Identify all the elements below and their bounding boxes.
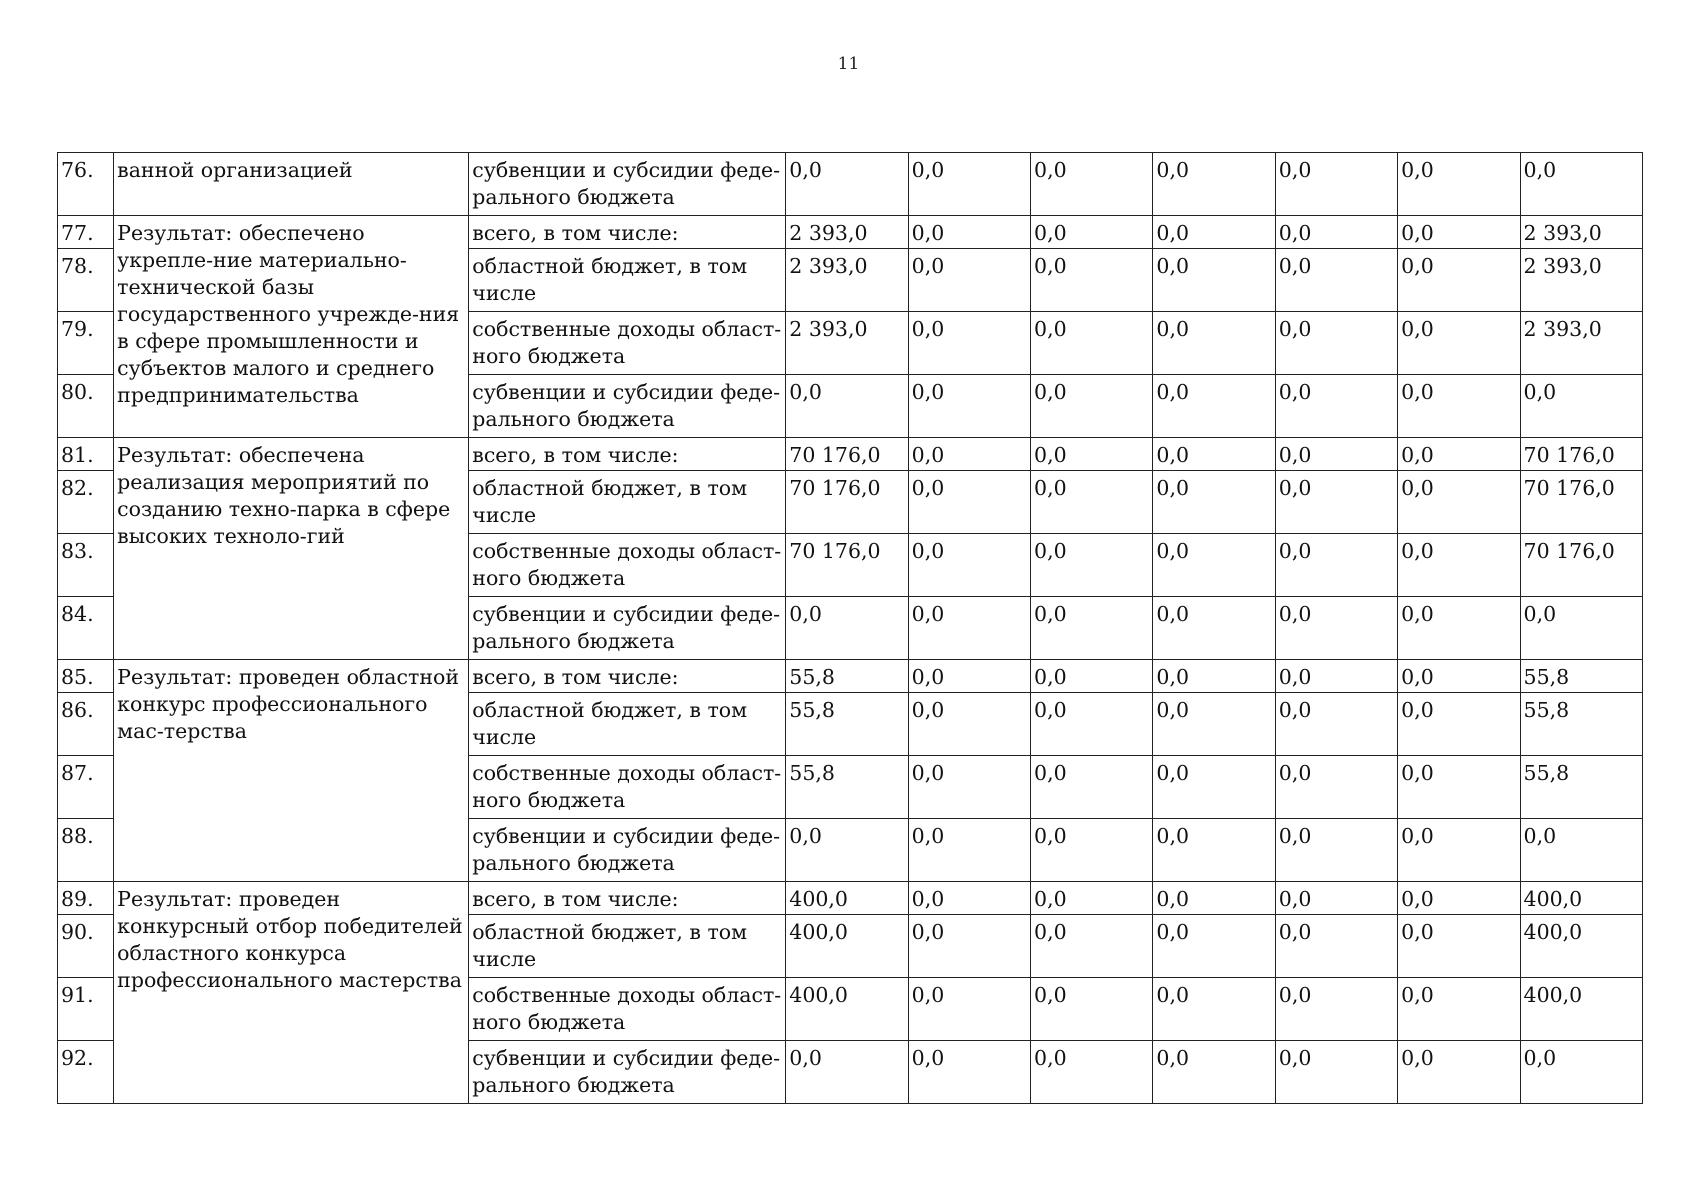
page-number: 11 [837, 54, 860, 74]
amount-cell: 0,0 [1275, 1041, 1397, 1104]
amount-cell: 0,0 [1153, 597, 1275, 660]
amount-cell: 0,0 [1398, 438, 1520, 471]
amount-cell: 0,0 [908, 375, 1030, 438]
amount-cell: 0,0 [1031, 1041, 1153, 1104]
amount-cell: 0,0 [1398, 819, 1520, 882]
amount-cell: 0,0 [908, 756, 1030, 819]
amount-cell: 0,0 [1520, 1041, 1642, 1104]
table-row [58, 660, 1643, 693]
amount-cell: 0,0 [1031, 978, 1153, 1041]
amount-cell: 0,0 [1153, 216, 1275, 249]
amount-cell: 0,0 [1520, 375, 1642, 438]
amount-cell: 0,0 [908, 471, 1030, 534]
amount-cell: 0,0 [1153, 249, 1275, 312]
amount-cell: 0,0 [1398, 660, 1520, 693]
amount-cell: 0,0 [1398, 216, 1520, 249]
amount-cell: 0,0 [908, 660, 1030, 693]
amount-cell: 0,0 [1031, 249, 1153, 312]
amount-cell: 400,0 [786, 915, 908, 978]
amount-cell: 70 176,0 [1520, 438, 1642, 471]
amount-cell: 0,0 [786, 375, 908, 438]
amount-cell: 0,0 [1153, 819, 1275, 882]
result-description: Результат: проведен областной конкурс профессионального мас-терства [114, 660, 469, 882]
funding-source: собственные доходы област-ного бюджета [469, 756, 786, 819]
amount-cell: 0,0 [1398, 312, 1520, 375]
amount-cell: 0,0 [1275, 471, 1397, 534]
amount-cell: 0,0 [908, 693, 1030, 756]
amount-cell: 0,0 [1398, 693, 1520, 756]
amount-cell: 0,0 [1153, 915, 1275, 978]
amount-cell: 0,0 [908, 882, 1030, 915]
row-number: 77. [58, 216, 114, 249]
table-row [58, 153, 1643, 216]
funding-source: областной бюджет, в том числе [469, 249, 786, 312]
amount-cell: 0,0 [1398, 153, 1520, 216]
amount-cell: 0,0 [1153, 312, 1275, 375]
row-number: 87. [58, 756, 114, 819]
amount-cell: 0,0 [1520, 153, 1642, 216]
row-number: 86. [58, 693, 114, 756]
amount-cell: 0,0 [1031, 756, 1153, 819]
amount-cell: 0,0 [1031, 915, 1153, 978]
funding-source: собственные доходы област-ного бюджета [469, 978, 786, 1041]
amount-cell: 0,0 [1153, 471, 1275, 534]
budget-table [57, 152, 1643, 1104]
funding-source: собственные доходы област-ного бюджета [469, 534, 786, 597]
funding-source: субвенции и субсидии феде-рального бюджета [469, 153, 786, 216]
funding-source: всего, в том числе: [469, 438, 786, 471]
row-number: 79. [58, 312, 114, 375]
amount-cell: 400,0 [1520, 882, 1642, 915]
amount-cell: 0,0 [908, 978, 1030, 1041]
amount-cell: 0,0 [1398, 471, 1520, 534]
row-number: 80. [58, 375, 114, 438]
amount-cell: 0,0 [1031, 471, 1153, 534]
amount-cell: 400,0 [1520, 978, 1642, 1041]
table-row [58, 438, 1643, 471]
amount-cell: 0,0 [908, 915, 1030, 978]
funding-source: субвенции и субсидии феде-рального бюджета [469, 597, 786, 660]
amount-cell: 0,0 [1398, 882, 1520, 915]
row-number: 81. [58, 438, 114, 471]
amount-cell: 70 176,0 [786, 534, 908, 597]
amount-cell: 70 176,0 [1520, 471, 1642, 534]
funding-source: всего, в том числе: [469, 882, 786, 915]
amount-cell: 0,0 [1398, 249, 1520, 312]
amount-cell: 0,0 [786, 1041, 908, 1104]
amount-cell: 0,0 [1031, 819, 1153, 882]
amount-cell: 0,0 [1031, 534, 1153, 597]
amount-cell: 0,0 [1153, 438, 1275, 471]
amount-cell: 0,0 [786, 597, 908, 660]
row-number: 76. [58, 153, 114, 216]
row-number: 85. [58, 660, 114, 693]
funding-source: субвенции и субсидии феде-рального бюджета [469, 1041, 786, 1104]
amount-cell: 0,0 [1275, 597, 1397, 660]
amount-cell: 0,0 [1153, 153, 1275, 216]
row-number: 90. [58, 915, 114, 978]
amount-cell: 400,0 [786, 882, 908, 915]
amount-cell: 0,0 [1153, 978, 1275, 1041]
row-number: 78. [58, 249, 114, 312]
amount-cell: 0,0 [1275, 693, 1397, 756]
funding-source: субвенции и субсидии феде-рального бюджета [469, 375, 786, 438]
amount-cell: 0,0 [1520, 597, 1642, 660]
amount-cell: 0,0 [1031, 153, 1153, 216]
amount-cell: 0,0 [1275, 660, 1397, 693]
funding-source: собственные доходы област-ного бюджета [469, 312, 786, 375]
amount-cell: 55,8 [1520, 756, 1642, 819]
amount-cell: 400,0 [786, 978, 908, 1041]
amount-cell: 0,0 [1398, 756, 1520, 819]
amount-cell: 0,0 [1031, 693, 1153, 756]
amount-cell: 0,0 [908, 597, 1030, 660]
amount-cell: 2 393,0 [786, 312, 908, 375]
amount-cell: 0,0 [1275, 312, 1397, 375]
amount-cell: 0,0 [1275, 534, 1397, 597]
result-description: Результат: проведен конкурсный отбор победителей областного конкурса профессионального мастерства [114, 882, 469, 1104]
result-description: ванной организацией [114, 153, 469, 216]
amount-cell: 0,0 [1275, 375, 1397, 438]
row-number: 89. [58, 882, 114, 915]
funding-source: всего, в том числе: [469, 216, 786, 249]
amount-cell: 0,0 [1031, 312, 1153, 375]
funding-source: областной бюджет, в том числе [469, 693, 786, 756]
budget-table-body [58, 153, 1643, 1104]
amount-cell: 0,0 [1398, 597, 1520, 660]
funding-source: всего, в том числе: [469, 660, 786, 693]
row-number: 83. [58, 534, 114, 597]
amount-cell: 2 393,0 [1520, 249, 1642, 312]
amount-cell: 0,0 [1275, 249, 1397, 312]
amount-cell: 0,0 [1275, 819, 1397, 882]
amount-cell: 55,8 [1520, 660, 1642, 693]
row-number: 82. [58, 471, 114, 534]
amount-cell: 0,0 [1275, 438, 1397, 471]
amount-cell: 0,0 [1398, 915, 1520, 978]
funding-source: областной бюджет, в том числе [469, 471, 786, 534]
amount-cell: 0,0 [1275, 978, 1397, 1041]
amount-cell: 0,0 [786, 153, 908, 216]
amount-cell: 55,8 [786, 660, 908, 693]
amount-cell: 0,0 [1398, 1041, 1520, 1104]
amount-cell: 55,8 [786, 756, 908, 819]
amount-cell: 0,0 [1275, 915, 1397, 978]
amount-cell: 0,0 [1031, 438, 1153, 471]
row-number: 92. [58, 1041, 114, 1104]
row-number: 88. [58, 819, 114, 882]
funding-source: субвенции и субсидии феде-рального бюджета [469, 819, 786, 882]
amount-cell: 2 393,0 [786, 216, 908, 249]
amount-cell: 0,0 [908, 312, 1030, 375]
amount-cell: 0,0 [1153, 693, 1275, 756]
amount-cell: 0,0 [908, 1041, 1030, 1104]
amount-cell: 0,0 [908, 153, 1030, 216]
amount-cell: 0,0 [1275, 756, 1397, 819]
amount-cell: 0,0 [1153, 660, 1275, 693]
amount-cell: 0,0 [1153, 1041, 1275, 1104]
amount-cell: 0,0 [908, 249, 1030, 312]
amount-cell: 0,0 [1275, 882, 1397, 915]
amount-cell: 0,0 [908, 216, 1030, 249]
amount-cell: 0,0 [908, 438, 1030, 471]
row-number: 91. [58, 978, 114, 1041]
amount-cell: 0,0 [908, 819, 1030, 882]
amount-cell: 0,0 [1398, 534, 1520, 597]
amount-cell: 0,0 [1031, 597, 1153, 660]
result-description: Результат: обеспечено укрепле-ние материально-технической базы государственного учрежде-ния в сфере промышленности и субъектов малого и среднего предпринимательства [114, 216, 469, 438]
amount-cell: 0,0 [1031, 660, 1153, 693]
amount-cell: 70 176,0 [786, 438, 908, 471]
amount-cell: 0,0 [1031, 216, 1153, 249]
amount-cell: 0,0 [1153, 375, 1275, 438]
amount-cell: 70 176,0 [786, 471, 908, 534]
result-description: Результат: обеспечена реализация мероприятий по созданию техно-парка в сфере высоких техноло-гий [114, 438, 469, 660]
amount-cell: 0,0 [1275, 153, 1397, 216]
amount-cell: 0,0 [1275, 216, 1397, 249]
amount-cell: 2 393,0 [786, 249, 908, 312]
amount-cell: 400,0 [1520, 915, 1642, 978]
amount-cell: 0,0 [1153, 882, 1275, 915]
amount-cell: 2 393,0 [1520, 312, 1642, 375]
amount-cell: 0,0 [1153, 756, 1275, 819]
row-number: 84. [58, 597, 114, 660]
amount-cell: 0,0 [1031, 375, 1153, 438]
amount-cell: 0,0 [786, 819, 908, 882]
amount-cell: 0,0 [1398, 375, 1520, 438]
amount-cell: 0,0 [908, 534, 1030, 597]
amount-cell: 0,0 [1031, 882, 1153, 915]
amount-cell: 2 393,0 [1520, 216, 1642, 249]
table-row [58, 882, 1643, 915]
amount-cell: 0,0 [1153, 534, 1275, 597]
amount-cell: 0,0 [1520, 819, 1642, 882]
amount-cell: 70 176,0 [1520, 534, 1642, 597]
amount-cell: 0,0 [1398, 978, 1520, 1041]
amount-cell: 55,8 [786, 693, 908, 756]
amount-cell: 55,8 [1520, 693, 1642, 756]
table-row [58, 216, 1643, 249]
funding-source: областной бюджет, в том числе [469, 915, 786, 978]
